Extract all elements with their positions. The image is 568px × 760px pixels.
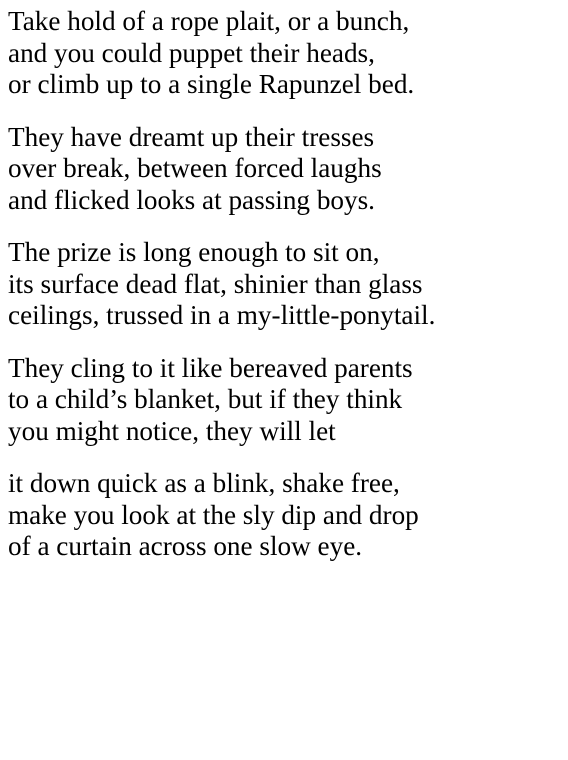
poem-text — [8, 6, 564, 584]
poem-line: and you could puppet their heads, — [8, 37, 375, 68]
poem-line: and flicked looks at passing boys. — [8, 184, 375, 215]
poem-line: ceilings, trussed in a my-little-ponytail. — [8, 300, 436, 330]
poem-line: of a curtain across one slow eye. — [8, 531, 363, 561]
stanza-1 — [8, 6, 564, 101]
stanza-4 — [8, 353, 564, 448]
stanza-3 — [8, 237, 564, 332]
poem-line: over break, between forced laughs — [8, 153, 382, 183]
poem-line: make you look at the sly dip and drop — [8, 499, 419, 530]
poem-line: They cling to it like bereaved parents — [8, 352, 413, 383]
poem-line: it down quick as a blink, shake free, — [8, 468, 400, 498]
poem-line: They have dreamt up their tresses — [8, 121, 375, 152]
stanza-5 — [8, 468, 564, 563]
poem-line: to a child’s blanket, but if they think — [8, 384, 403, 414]
stanza-2 — [8, 122, 564, 217]
poem-line: or climb up to a single Rapunzel bed. — [8, 69, 415, 99]
poem-line: its surface dead flat, shinier than glass — [8, 268, 423, 299]
poem-line: Take hold of a rope plait, or a bunch, — [8, 6, 410, 36]
poem-line: you might notice, they will let — [8, 415, 336, 446]
poem-line: The prize is long enough to sit on, — [8, 237, 380, 267]
